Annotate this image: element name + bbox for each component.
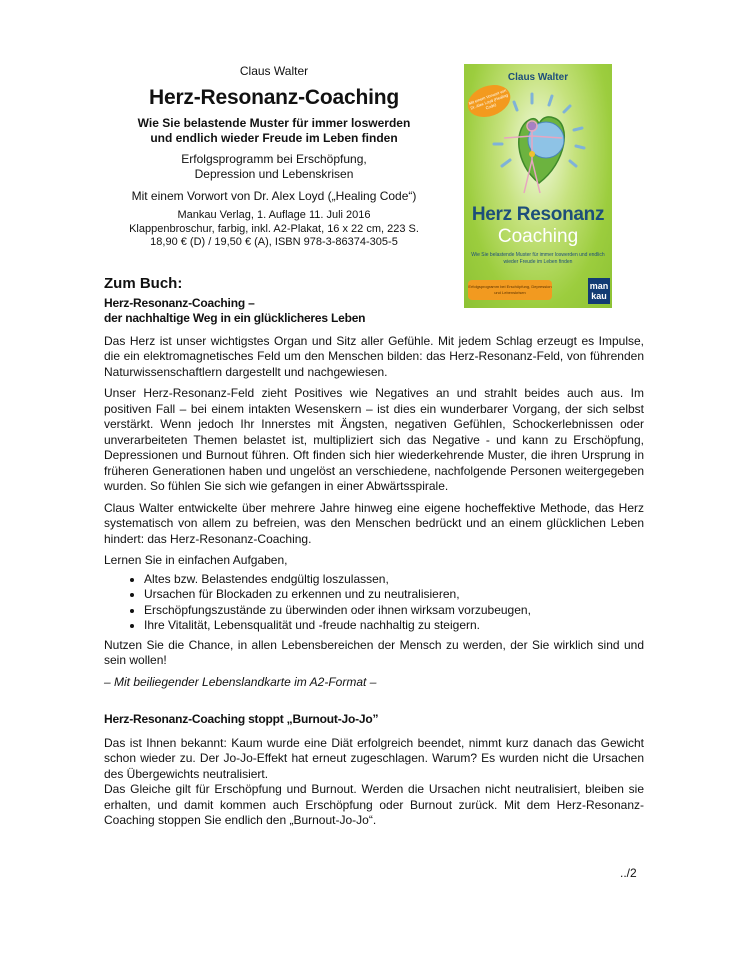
cover-title-line1: Herz Resonanz (471, 204, 605, 225)
list-item: • Ursachen für Blockaden zu erkennen und zu neutralisieren, (144, 587, 644, 603)
program-line: Erfolgsprogramm bei Erschöpfung, (181, 152, 367, 166)
sub-heading-line: der nachhaltige Weg in ein glücklicheres Leben (104, 310, 366, 325)
cover-subtitle: Wie Sie belastende Muster für immer loswerden und endlich wieder Freude im Leben finden (471, 252, 605, 265)
paragraph: Das Gleiche gilt für Erschöpfung und Burnout. Werden die Ursachen nicht neutralisiert, bleiben sie erhalten, und damit kommen auch Erschöpfung oder Burnout zurück. Mit dem Herz-Resonanz-Coaching stoppen Sie endlich den „Burnout-Jo-Jo“. (104, 782, 644, 827)
italic-note: – Mit beiliegender Lebenslandkarte im A2-Format – (104, 674, 377, 689)
book-header (104, 60, 444, 250)
paragraph: Das ist Ihnen bekannt: Kaum wurde eine Diät erfolgreich beendet, nimmt kurz danach das Gewicht schon wieder zu. Der Jo-Jo-Effekt hat erneut zugeschlagen. Warum? Es wurden nicht die Ursachen des Übergewichts neutralisiert. (104, 735, 644, 781)
paragraph: Unser Herz-Resonanz-Feld zieht Positives wie Negatives an und strahlt beides auch aus. Im positiven Fall – bei einem intakten Wesenskern – ist dies ein wunderbarer Vorgang, der sich selbst verstärkt. Wenn jedoch Ihr Innerstes mit Ängsten, negativen Gefühlen, Schockerlebnissen oder unverarbeiteten Themen belastet ist, multipliziert sich das Negative - und kann zu Erschöpfung, Depressionen und Burnout führen. Oft finden sich hier wiederkehrende Muster, die ihren Ursprung in früheren Generationen haben und ungelöst an verschiedene, nachfolgende Personen weitergegeben wurden. So fühlen Sie sich wie gefangen in einer Abwärtsspirale. (104, 386, 644, 493)
paragraph: Claus Walter entwickelte über mehrere Jahre hinweg eine eigene hocheffektive Methode, das Herz systematisch von allem zu befreien, was den Menschen bedrückt und an einem glücklichen Leben hindert: das Herz-Resonanz-Coaching. (104, 500, 644, 546)
book-subtitle (104, 116, 444, 146)
heart-globe-figure-illustration (484, 88, 594, 198)
pubinfo-line: 18,90 € (D) / 19,50 € (A), ISBN 978-3-86374-305-5 (150, 236, 398, 248)
book-title: Herz-Resonanz-Coaching (149, 86, 399, 109)
program-line: Depression und Lebenskrisen (194, 167, 354, 181)
author-name: Claus Walter (239, 64, 309, 78)
paragraph: Das Herz ist unser wichtigstes Organ und Sitz aller Gefühle. Mit jedem Schlag erzeugt es Impulse, die ein elektromagnetisches Feld um den Menschen bilden: das Herz-Resonanz-Feld, von führenden Naturwissenschaftlern dargestellt und nachgewiesen. (104, 333, 644, 379)
foreword-note: Mit einem Vorwort von Dr. Alex Loyd („Healing Code“) (131, 189, 417, 203)
sub-heading-line: Herz-Resonanz-Coaching – (104, 295, 255, 310)
book-cover-image (464, 64, 612, 308)
cover-title-line2: Coaching (497, 226, 579, 247)
publisher-logo: man kau (588, 278, 610, 304)
program-description (104, 152, 444, 182)
section-heading: Zum Buch: (104, 275, 183, 292)
subtitle-line: Wie Sie belastende Muster für immer loswerden (137, 116, 411, 130)
cover-foreword-badge: Mit einem Vorwort von Dr. Alex Loyd (Healing Code) (464, 79, 515, 122)
pubinfo-line: Mankau Verlag, 1. Auflage 11. Juli 2016 (177, 209, 371, 221)
benefits-list (104, 572, 644, 634)
sub-heading (104, 296, 644, 326)
subtitle-line: und endlich wieder Freude im Leben finden (150, 131, 398, 145)
pubinfo-line: Klappenbroschur, farbig, inkl. A2-Plakat, 16 x 22 cm, 223 S. (129, 222, 419, 235)
paragraph: Lernen Sie in einfachen Aufgaben, (104, 553, 288, 567)
page-continuation-marker: ../2 (620, 866, 637, 880)
cover-author: Claus Walter (507, 72, 569, 83)
list-item: • Ihre Vitalität, Lebensqualität und -freude nachhaltig zu steigern. (144, 618, 644, 634)
publication-info (104, 209, 444, 250)
closing-paragraph: Nutzen Sie die Chance, in allen Lebensbereichen der Mensch zu werden, der Sie wirklich sind und sein wollen! (104, 637, 644, 667)
list-item: • Altes bzw. Belastendes endgültig loszulassen, (144, 572, 644, 588)
cover-program-label: Erfolgsprogramm bei Erschöpfung, Depression und Lebenskrisen (468, 280, 552, 300)
book-description (104, 276, 644, 829)
list-item: • Erschöpfungszustände zu überwinden oder ihnen wirksam vorzubeugen, (144, 603, 644, 619)
burnout-heading: Herz-Resonanz-Coaching stoppt „Burnout-Jo-Jo” (104, 712, 379, 726)
